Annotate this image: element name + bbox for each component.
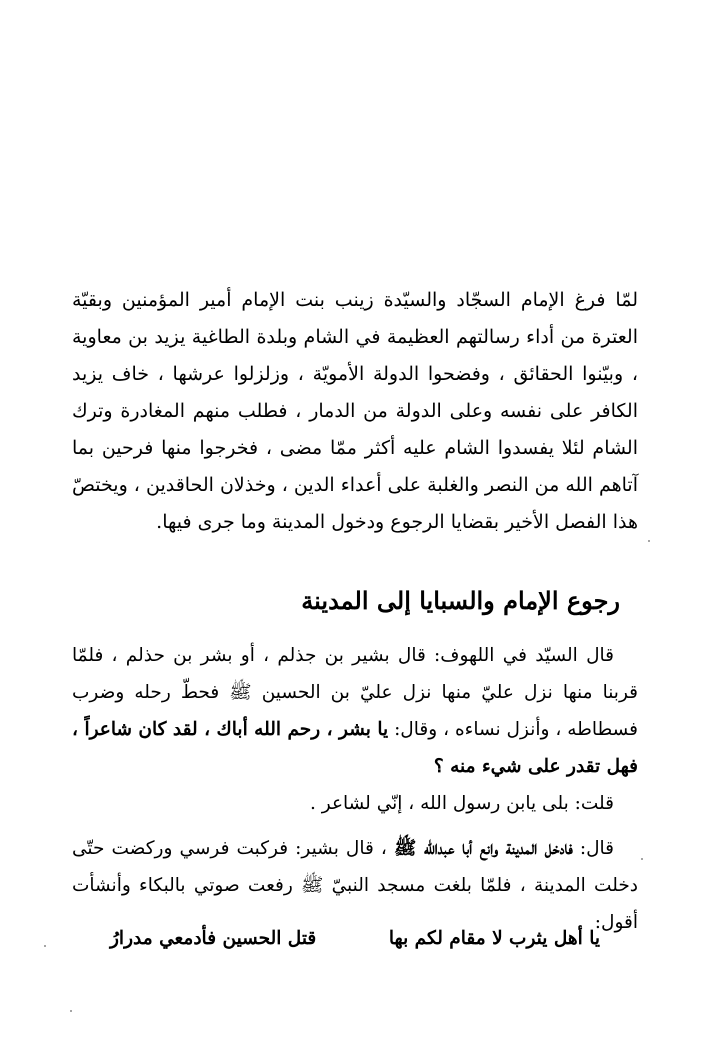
poem-verse (100, 928, 600, 962)
paragraph-command (72, 830, 638, 941)
paragraph-luhuf-text: قال السيّد في اللهوف: قال بشير بن جذلم ، أو بشر بن حذلم ، فلمّا قربنا منها نزل عليّ منها نزل عليّ بن الحسين ﷺ فحطّ رحله وضرب فسطاطه ، وأنزل نساءه ، وقال: (72, 645, 638, 740)
scan-speck (641, 858, 643, 860)
intro-text: لمّا فرغ الإمام السجّاد والسيّدة زينب بنت الإمام أمير المؤمنين وبقيّة العترة من أداء رسالتهم العظيمة في الشام وبلدة الطاغية يزيد بن معاوية ، وبيّنوا الحقائق ، وفضحوا الدولة الأمويّة ، وزلزلوا عرشها ، خاف يزيد الكافر على نفسه وعلى الدولة من الدمار ، فطلب منهم المغادرة وترك الشام لئلا يفسدوا الشام عليه أكثر ممّا مضى ، فخرجوا منها فرحين بما آتاهم الله من النصر والغلبة على أعداء الدين ، وخذلان الحاقدين ، ويختصّ هذا الفصل الأخير بقضايا الرجوع ودخول المدينة وما جرى فيها. (72, 289, 638, 533)
paragraph-reply: قلت: بلى يابن رسول الله ، إنّي لشاعر . (310, 793, 614, 814)
intro-paragraph (72, 282, 638, 541)
scan-speck (70, 1010, 72, 1012)
section-heading: رجوع الإمام والسبايا إلى المدينة (301, 586, 620, 615)
verse-second-hemistich: قتل الحسين فأدمعي مدرارُ (110, 928, 317, 949)
imam-quote: يا بشر ، رحم الله أباك ، لقد كان شاعراً ، فهل تقدر على شيء منه ؟ (72, 719, 638, 777)
paragraph-command-rest: ، قال بشير: فركبت فرسي وركضت حتّى دخلت المدينة ، فلمّا بلغت مسجد النبيّ ﷺ رفعت صوتي بالبكاء وأنشأت أقول: (72, 838, 638, 933)
verse-first-hemistich: يا أهل يثرب لا مقام لكم بها (388, 928, 600, 949)
section-body (72, 637, 638, 941)
scan-speck (648, 540, 650, 542)
paragraph-luhuf (72, 637, 638, 785)
scan-speck (44, 945, 46, 947)
paragraph-command-lead: قال: (572, 838, 614, 859)
imam-command-quote: فادخل المدينة وانع أبا عبدالله ﷺ (393, 838, 573, 859)
